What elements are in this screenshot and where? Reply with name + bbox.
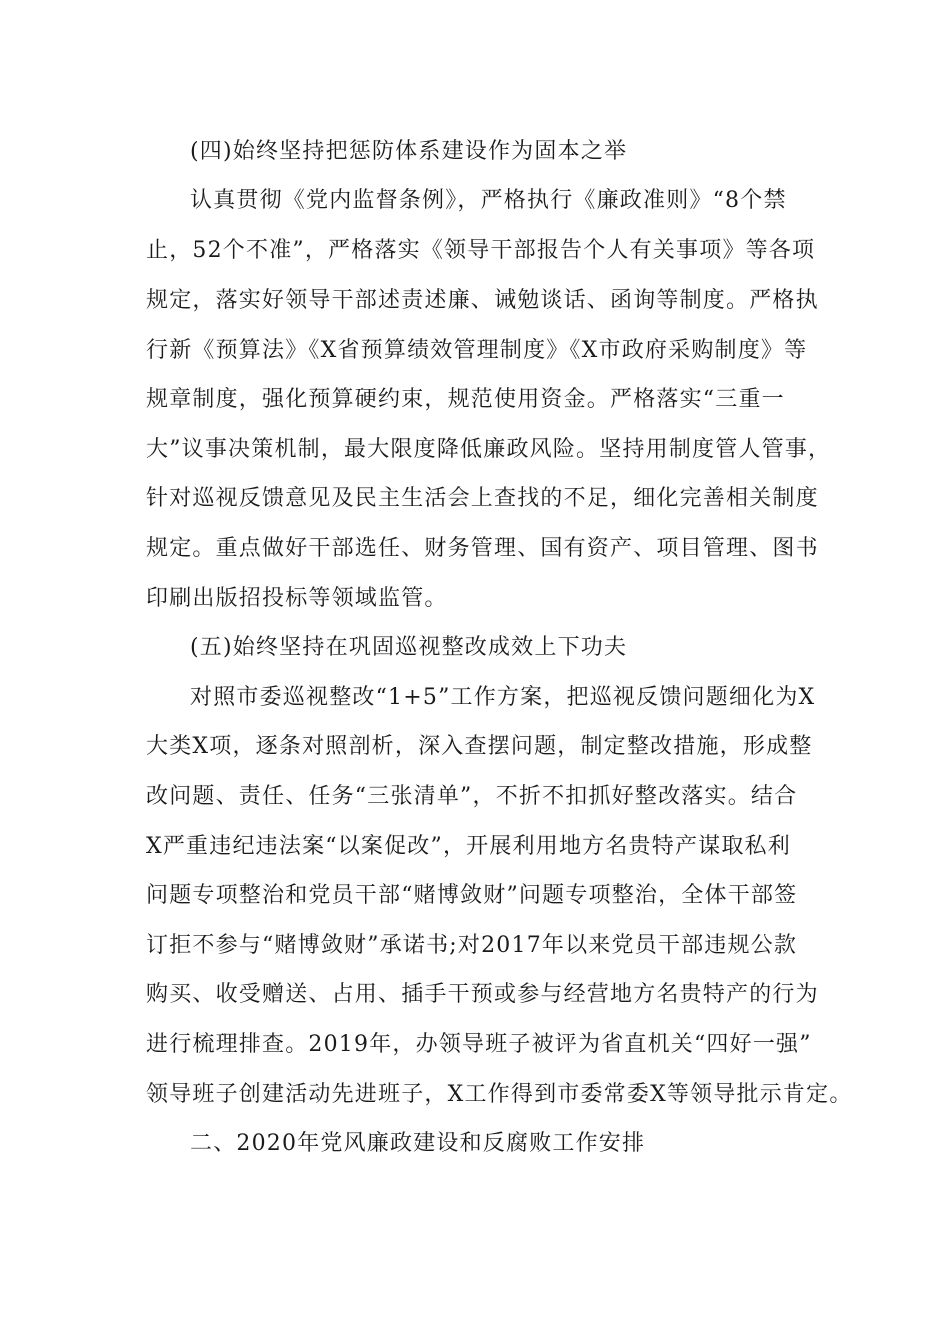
paragraph-line: 领导班子创建活动先进班子，X工作得到市委常委X等领导批示肯定。 [146, 1082, 853, 1107]
paragraph-line: 认真贯彻《党内监督条例》，严格执行《廉政准则》“8个禁 [190, 188, 787, 213]
paragraph-line: 订拒不参与“赌博敛财”承诺书;对2017年以来党员干部违规公款 [146, 933, 798, 958]
paragraph-line: 购买、收受赠送、占用、插手干预或参与经营地方名贵特产的行为 [146, 982, 819, 1007]
paragraph-line: 大类X项，逐条对照剖析，深入查摆问题，制定整改措施，形成整 [146, 734, 813, 759]
paragraph-line: 改问题、责任、任务“三张清单”，不折不扣抓好整改落实。结合 [146, 784, 798, 809]
section-heading-2: 二、2020年党风廉政建设和反腐败工作安排 [190, 1131, 646, 1156]
paragraph-line: 规章制度，强化预算硬约束，规范使用资金。严格落实“三重一 [146, 387, 785, 412]
paragraph-line: 大”议事决策机制，最大限度降低廉政风险。坚持用制度管人管事， [146, 437, 832, 462]
paragraph-line: 对照市委巡视整改“1+5”工作方案，把巡视反馈问题细化为X [190, 685, 816, 710]
paragraph-line: X严重违纪违法案“以案促改”，开展利用地方名贵特产谋取私利 [146, 834, 791, 859]
paragraph-line: 规定，落实好领导干部述责述廉、诫勉谈话、函询等制度。严格执 [146, 288, 819, 313]
paragraph-line: 印刷出版招投标等领域监管。 [146, 586, 448, 611]
paragraph-line: 进行梳理排查。2019年，办领导班子被评为省直机关“四好一强” [146, 1032, 812, 1057]
paragraph-line: 规定。重点做好干部选任、财务管理、国有资产、项目管理、图书 [146, 536, 819, 561]
paragraph-line: 针对巡视反馈意见及民主生活会上查找的不足，细化完善相关制度 [146, 486, 819, 511]
section-heading-5: (五)始终坚持在巩固巡视整改成效上下功夫 [190, 635, 628, 660]
section-heading-4: (四)始终坚持把惩防体系建设作为固本之举 [190, 139, 628, 164]
paragraph-line: 问题专项整治和党员干部“赌博敛财”问题专项整治，全体干部签 [146, 883, 798, 908]
paragraph-line: 止，52个不准”，严格落实《领导干部报告个人有关事项》等各项 [146, 238, 816, 263]
paragraph-line: 行新《预算法》《X省预算绩效管理制度》《X市政府采购制度》等 [146, 338, 808, 363]
